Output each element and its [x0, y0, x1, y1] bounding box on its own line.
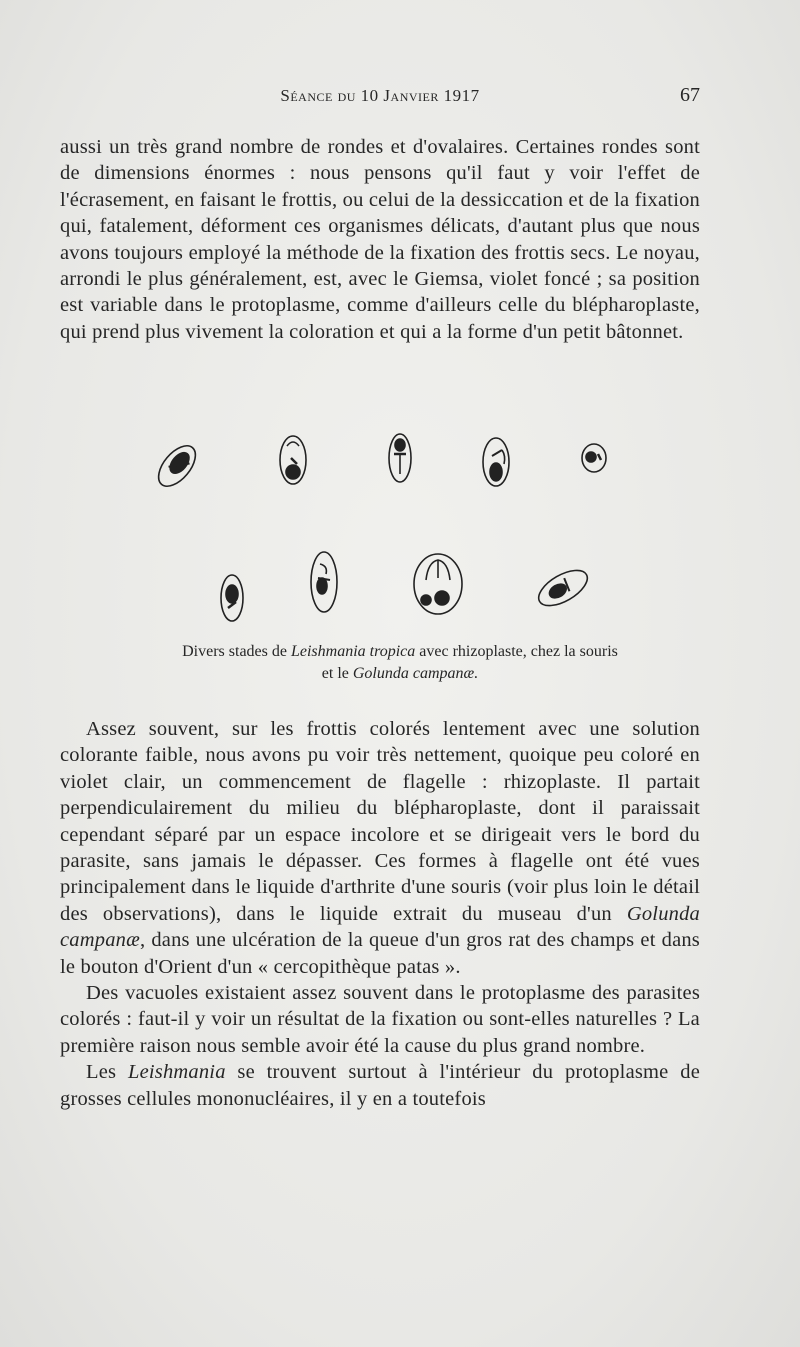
- parasite-drawing-3: [389, 434, 411, 482]
- paragraph-text: se trouvent surtout à l'intérieur du protoplasme de grosses cellules mononucléaires, il y en a toutefois: [60, 1061, 700, 1110]
- running-head: Séance du 10 Janvier 1917: [280, 86, 480, 105]
- caption-line-1: [60, 641, 740, 663]
- body-text-lower: [60, 716, 700, 1112]
- parasite-drawing-9: [533, 563, 593, 613]
- paragraph-vacuoles: Des vacuoles existaient assez souvent dans le protoplasme des parasites colorés : faut-il y voir un résultat de la fixation ou sont-elles naturelles ? La première raison nous semble avoir été la cause du plus grand nombre.: [60, 982, 700, 1057]
- caption-species: Leishmania tropica: [290, 643, 416, 660]
- body-text-top: [60, 134, 700, 345]
- parasite-illustration: [60, 420, 740, 650]
- parasite-drawing-5: [582, 444, 606, 472]
- parasite-drawing-8: [414, 554, 462, 614]
- paragraph-text: Les: [86, 1061, 128, 1084]
- species-name: Golunda campanæ: [60, 902, 700, 952]
- parasite-drawing-1: [152, 439, 203, 492]
- paragraph-text: , dans une ulcération de la queue d'un gros rat des champs et dans le bouton d'Orient d'un « cercopithèque patas ».: [60, 929, 700, 978]
- caption-host-species: Golunda campanæ.: [352, 665, 479, 682]
- caption-text: et le: [321, 665, 353, 682]
- paragraph-text: Assez souvent, sur les frottis colorés lentement avec une solution colorante faible, nous avons pu voir très nettement, quoique peu coloré en violet clair, un commencement de flagelle : rhizoplaste. Il partait perpendiculairement du milieu du blépharoplaste, dont il paraissait cependant séparé par un espace incolore et se dirigeait vers le bord du parasite, sans jamais le dépasser. Ces formes à flagelle ont été vues principalement dans le liquide d'arthrite d'une souris (voir plus loin le détail des observations), dans le liquide extrait du museau d'un: [60, 718, 700, 925]
- caption-text: Divers stades de: [182, 643, 291, 660]
- page-number: 67: [680, 84, 700, 106]
- paragraph-rhizoplaste: [60, 716, 700, 980]
- figure-caption: [60, 641, 740, 685]
- figure-leishmania-drawings: [60, 420, 740, 650]
- parasite-drawing-4: [483, 438, 509, 486]
- page-header: [60, 86, 700, 116]
- parasite-drawing-2: [280, 436, 306, 484]
- paragraph-localisation: [60, 1059, 700, 1112]
- genus-name: Leishmania: [127, 1061, 226, 1084]
- paragraph-continued: aussi un très grand nombre de rondes et d'ovalaires. Certaines rondes sont de dimensions énormes : nous pensons qu'il faut y voir l'effet de l'écrasement, en faisant le frottis, ou celui de la dessiccation et de la fixation qui, fatalement, déforment ces organismes délicats, d'autant plus que nous avons toujours employé la méthode de la fixation des frottis secs. Le noyau, arrondi le plus généralement, est, avec le Giemsa, violet foncé ; sa position est variable dans le protoplasme, comme d'ailleurs celle du blépharoplaste, qui prend plus vivement la coloration et qui a la forme d'un petit bâtonnet.: [60, 136, 700, 343]
- caption-text: avec rhizoplaste, chez la souris: [415, 643, 618, 660]
- caption-line-2: [60, 663, 740, 685]
- parasite-drawing-7: [311, 552, 337, 612]
- parasite-drawing-6: [221, 575, 243, 621]
